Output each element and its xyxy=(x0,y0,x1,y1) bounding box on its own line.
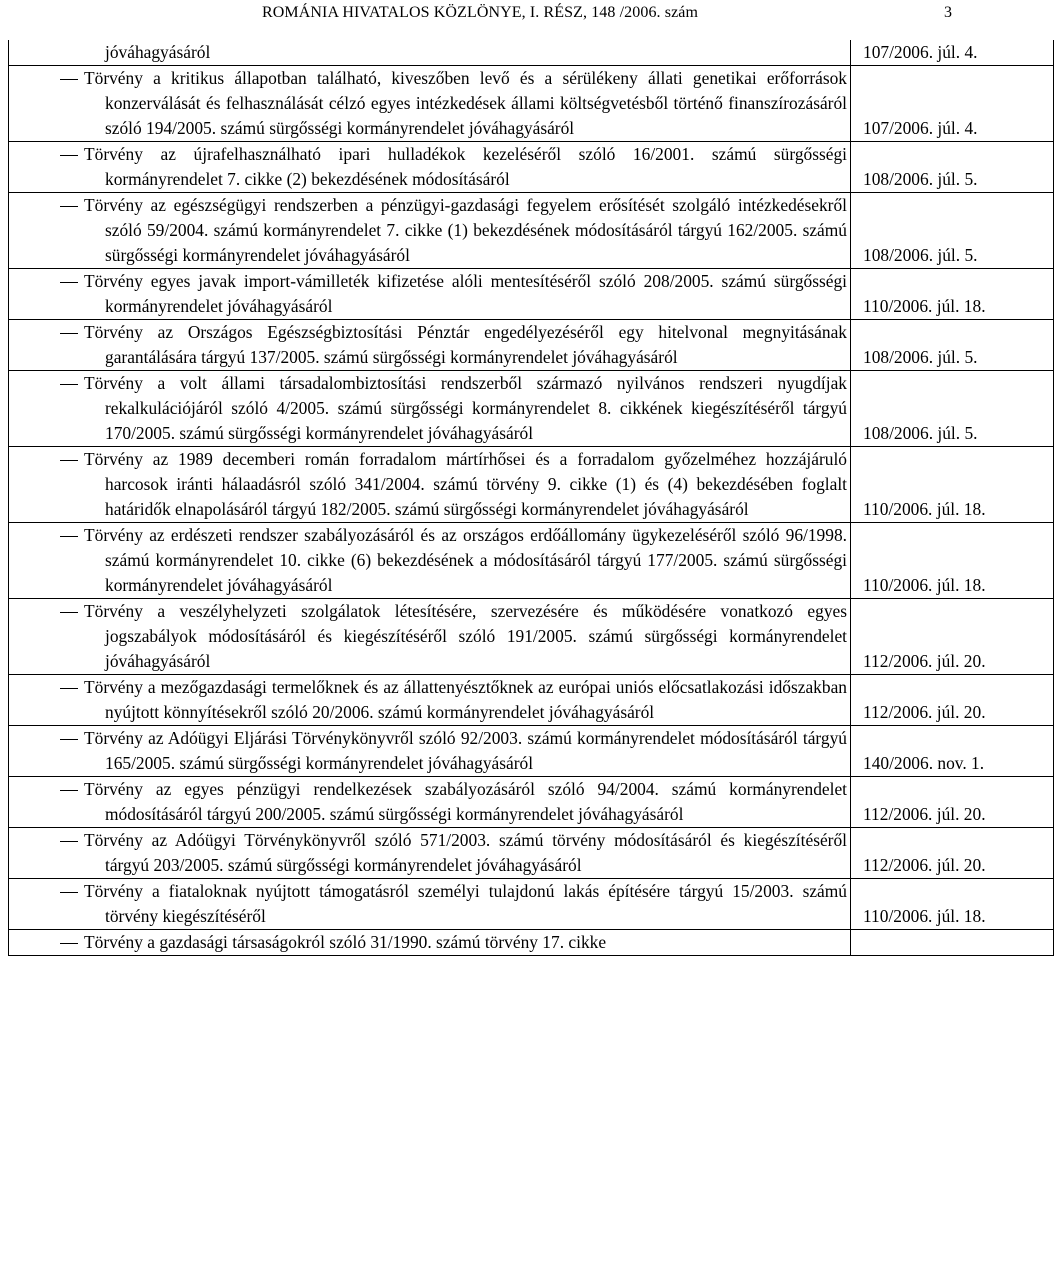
entry-publication-date: 108/2006. júl. 5. xyxy=(851,142,1054,193)
table-row xyxy=(9,269,1054,320)
continuation-date: 107/2006. júl. 4. xyxy=(851,40,1054,66)
entry-publication-date: 112/2006. júl. 20. xyxy=(851,599,1054,675)
entry-title: Törvény a fiataloknak nyújtott támogatásról személyi tulajdonú lakás építésére tárgyú 15/2003. számú törvény kiegészítéséről xyxy=(84,881,847,926)
entry-title: Törvény az 1989 decemberi román forradalom mártírhősei és a forradalom győzelméhez hozzájáruló harcosok iránti hálaadásról szóló 341/2004. számú törvény 9. cikke (1) és (4) bekezdésében foglalt határidők elnapolásáról tárgyú 182/2005. számú sürgősségi kormányrendelet jóváhagyásáról xyxy=(84,449,847,519)
entry-number xyxy=(13,66,60,91)
entry-number xyxy=(13,320,60,345)
entry-content xyxy=(13,599,847,674)
entry-title: Törvény az Országos Egészségbiztosítási Pénztár engedélyezéséről egy hitelvonal megnyitásának garantálására tárgyú 137/2005. számú sürgősségi kormányrendelet jóváhagyásáról xyxy=(84,322,847,367)
table-row xyxy=(9,320,1054,371)
entry-title: Törvény egyes javak import-vámilleték kifizetése alóli mentesítéséről szóló 208/2005. számú sürgősségi kormányrendelet jóváhagyásáról xyxy=(84,271,847,316)
entry-publication-date: 140/2006. nov. 1. xyxy=(851,726,1054,777)
entry-text-cell xyxy=(9,371,851,447)
dash-separator xyxy=(60,790,78,791)
table-row xyxy=(9,371,1054,447)
entry-content xyxy=(13,879,847,929)
page-number: 3 xyxy=(944,4,952,21)
dash-separator xyxy=(60,943,78,944)
table-row xyxy=(9,523,1054,599)
table-row-continuation xyxy=(9,40,1054,66)
continuation-text: jóváhagyásáról xyxy=(105,42,211,62)
dash-separator xyxy=(60,460,78,461)
entry-content xyxy=(13,320,847,370)
entry-text-cell xyxy=(9,320,851,371)
entry-publication-date: 112/2006. júl. 20. xyxy=(851,675,1054,726)
entry-content xyxy=(13,777,847,827)
dash-separator xyxy=(60,739,78,740)
entry-title: Törvény az újrafelhasználható ipari hulladékok kezeléséről szóló 16/2001. számú sürgősségi kormányrendelet 7. cikke (2) bekezdésének módosításáról xyxy=(84,144,847,189)
entry-text-cell xyxy=(9,447,851,523)
table-row xyxy=(9,447,1054,523)
entry-number xyxy=(13,726,60,751)
entry-title: Törvény a volt állami társadalombiztosítási rendszerből származó nyilvános rendszeri nyugdíjak rekalkulációjáról szóló 4/2005. számú sürgősségi kormányrendelet 8. cikkének kiegészítéséről tárgyú 170/2005. számú sürgősségi kormányrendelet jóváhagyásáról xyxy=(84,373,847,443)
entry-publication-date xyxy=(851,930,1054,956)
dash-separator xyxy=(60,384,78,385)
entry-text-cell xyxy=(9,599,851,675)
entry-number xyxy=(13,371,60,396)
entry-text-cell xyxy=(9,777,851,828)
entry-text-cell xyxy=(9,828,851,879)
entry-publication-date: 110/2006. júl. 18. xyxy=(851,879,1054,930)
entry-text-cell xyxy=(9,142,851,193)
dash-separator xyxy=(60,282,78,283)
entry-title: Törvény az Adóügyi Eljárási Törvénykönyvről szóló 92/2003. számú kormányrendelet módosításáról tárgyú 165/2005. számú sürgősségi kormányrendelet jóváhagyásáról xyxy=(84,728,847,773)
entry-number xyxy=(13,142,60,167)
table-row xyxy=(9,879,1054,930)
entry-number xyxy=(13,193,60,218)
entry-content xyxy=(13,193,847,268)
entry-publication-date: 108/2006. júl. 5. xyxy=(851,320,1054,371)
entry-number xyxy=(13,930,60,955)
entry-title: Törvény az egyes pénzügyi rendelkezések szabályozásáról szóló 94/2004. számú kormányrendelet módosításáról tárgyú 200/2005. számú sürgősségi kormányrendelet jóváhagyásáról xyxy=(84,779,847,824)
entry-title: Törvény a kritikus állapotban található, kiveszőben levő és a sérülékeny állati genetikai erőforrások konzerválását és felhasználását célzó egyes intézkedések állami költségvetésből történő finanszírozásáról szóló 194/2005. számú sürgősségi kormányrendelet jóváhagyásáról xyxy=(84,68,847,138)
entry-publication-date: 110/2006. júl. 18. xyxy=(851,523,1054,599)
entry-number xyxy=(13,269,60,294)
entry-publication-date: 112/2006. júl. 20. xyxy=(851,828,1054,879)
entry-publication-date: 108/2006. júl. 5. xyxy=(851,371,1054,447)
dash-separator xyxy=(60,536,78,537)
dash-separator xyxy=(60,841,78,842)
entry-publication-date: 112/2006. júl. 20. xyxy=(851,777,1054,828)
entry-text-cell xyxy=(9,193,851,269)
table-row xyxy=(9,66,1054,142)
entry-number xyxy=(13,777,60,802)
entry-text-cell xyxy=(9,930,851,956)
entry-title: Törvény a gazdasági társaságokról szóló 31/1990. számú törvény 17. cikke xyxy=(84,932,607,952)
entry-publication-date: 110/2006. júl. 18. xyxy=(851,269,1054,320)
table-row xyxy=(9,599,1054,675)
entry-title: Törvény a mezőgazdasági termelőknek és az állattenyésztőknek az európai uniós előcsatlakozási időszakban nyújtott könnyítésekről szóló 20/2006. számú kormányrendelet jóváhagyásáról xyxy=(84,677,847,722)
entry-content xyxy=(13,675,847,725)
entry-text-cell xyxy=(9,675,851,726)
table-row xyxy=(9,777,1054,828)
entry-content xyxy=(13,523,847,598)
entry-number xyxy=(13,523,60,548)
table-row xyxy=(9,828,1054,879)
entry-number xyxy=(13,828,60,853)
entry-content xyxy=(13,142,847,192)
page-header xyxy=(0,0,960,28)
entry-publication-date: 110/2006. júl. 18. xyxy=(851,447,1054,523)
entry-text-cell xyxy=(9,269,851,320)
entry-title: Törvény az erdészeti rendszer szabályozásáról és az országos erdőállomány ügykezeléséről szóló 96/1998. számú kormányrendelet 10. cikke (6) bekezdésének a módosításáról tárgyú 177/2005. számú sürgősségi kormányrendelet jóváhagyásáról xyxy=(84,525,847,595)
entry-number xyxy=(13,599,60,624)
entry-content xyxy=(13,269,847,319)
entry-number xyxy=(13,447,60,472)
entry-publication-date: 107/2006. júl. 4. xyxy=(851,66,1054,142)
gazette-title: ROMÁNIA HIVATALOS KÖZLÖNYE, I. RÉSZ, 148 /2006. szám xyxy=(261,4,699,21)
entry-title: Törvény az Adóügyi Törvénykönyvről szóló 571/2003. számú törvény módosításáról és kiegészítéséről tárgyú 203/2005. számú sürgősségi kormányrendelet jóváhagyásáról xyxy=(84,830,847,875)
entry-text-cell xyxy=(9,879,851,930)
entry-title: Törvény a veszélyhelyzeti szolgálatok létesítésére, szervezésére és működésére vonatkozó egyes jogszabályok módosításáról és kiegészítéséről szóló 191/2005. számú sürgősségi kormányrendelet jóváhagyásáról xyxy=(84,601,847,671)
dash-separator xyxy=(60,206,78,207)
entry-text-cell xyxy=(9,523,851,599)
entry-content xyxy=(13,930,847,955)
dash-separator xyxy=(60,155,78,156)
entry-number xyxy=(13,879,60,904)
entry-content xyxy=(13,726,847,776)
entry-content xyxy=(13,447,847,522)
dash-separator xyxy=(60,892,78,893)
entry-number xyxy=(13,675,60,700)
entry-content xyxy=(13,828,847,878)
dash-separator xyxy=(60,688,78,689)
entry-publication-date: 108/2006. júl. 5. xyxy=(851,193,1054,269)
dash-separator xyxy=(60,79,78,80)
law-list-table xyxy=(8,40,1054,956)
dash-separator xyxy=(60,612,78,613)
table-row xyxy=(9,675,1054,726)
entry-title: Törvény az egészségügyi rendszerben a pénzügyi-gazdasági fegyelem erősítését szolgáló intézkedésekről szóló 59/2004. számú kormányrendelet 7. cikke (1) bekezdésének módosításáról tárgyú 162/2005. számú sürgősségi kormányrendelet jóváhagyásáról xyxy=(84,195,847,265)
entry-content xyxy=(13,66,847,141)
dash-separator xyxy=(60,333,78,334)
entry-text-cell xyxy=(9,66,851,142)
table-row xyxy=(9,726,1054,777)
table-row xyxy=(9,193,1054,269)
entry-content xyxy=(13,371,847,446)
table-row xyxy=(9,142,1054,193)
table-row xyxy=(9,930,1054,956)
entry-text-cell xyxy=(9,726,851,777)
